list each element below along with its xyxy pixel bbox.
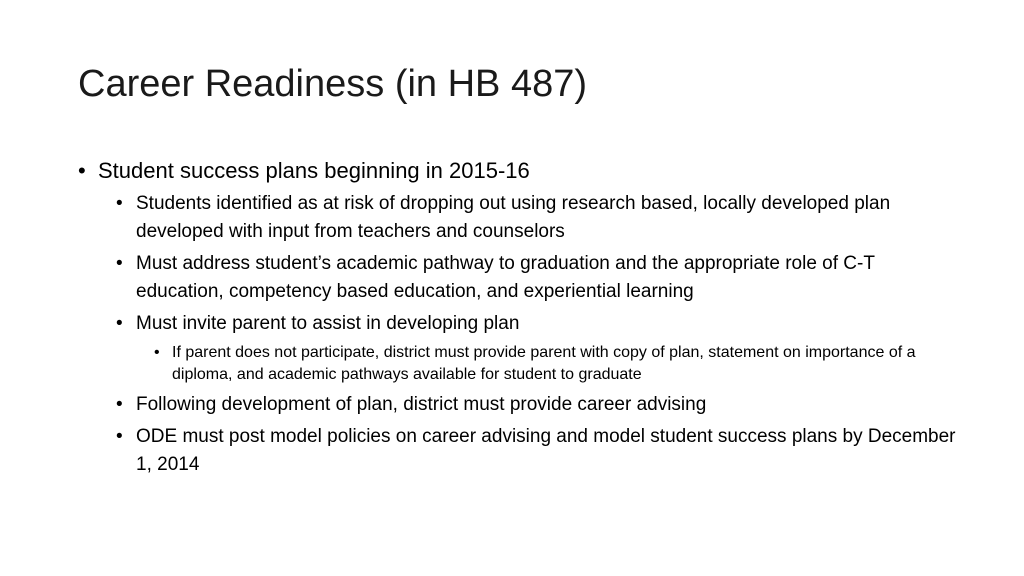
bullet-list [78, 156, 958, 478]
slide-content [78, 156, 958, 483]
sub-bullet-text: ODE must post model policies on career advising and model student success plans by December 1, 2014 [136, 426, 956, 475]
bullet-icon: • [154, 343, 160, 361]
bullet-icon: • [116, 313, 123, 334]
bullet-item-student-success-plans [78, 156, 958, 478]
sub-sub-bullet-item-parent-not-participate [154, 342, 958, 386]
bullet-icon: • [116, 426, 123, 447]
bullet-icon: • [116, 253, 123, 274]
sub-bullet-list [116, 190, 958, 478]
bullet-icon: • [78, 158, 86, 183]
sub-bullet-text: Following development of plan, district must provide career advising [136, 393, 707, 415]
sub-bullet-item-academic-pathway [116, 250, 958, 305]
sub-bullet-item-ode-model-policies [116, 423, 958, 478]
sub-sub-bullet-text: If parent does not participate, district must provide parent with copy of plan, statement on importance of a diploma, and academic pathways available for student to graduate [172, 343, 916, 383]
sub-bullet-item-invite-parent [116, 310, 958, 386]
bullet-icon: • [116, 193, 123, 214]
sub-bullet-item-at-risk-students [116, 190, 958, 245]
sub-bullet-text: Must invite parent to assist in developing plan [136, 313, 520, 334]
bullet-text: Student success plans beginning in 2015-16 [98, 158, 530, 183]
bullet-icon: • [116, 393, 123, 415]
sub-bullet-text: Must address student’s academic pathway to graduation and the appropriate role of C-T education, competency based education, and experiential learning [136, 253, 875, 302]
sub-bullet-text: Students identified as at risk of dropping out using research based, locally developed plan developed with input from teachers and counselors [136, 193, 891, 242]
slide-title: Career Readiness (in HB 487) [78, 63, 588, 105]
sub-sub-bullet-list [154, 342, 958, 386]
sub-bullet-item-career-advising [116, 391, 958, 419]
